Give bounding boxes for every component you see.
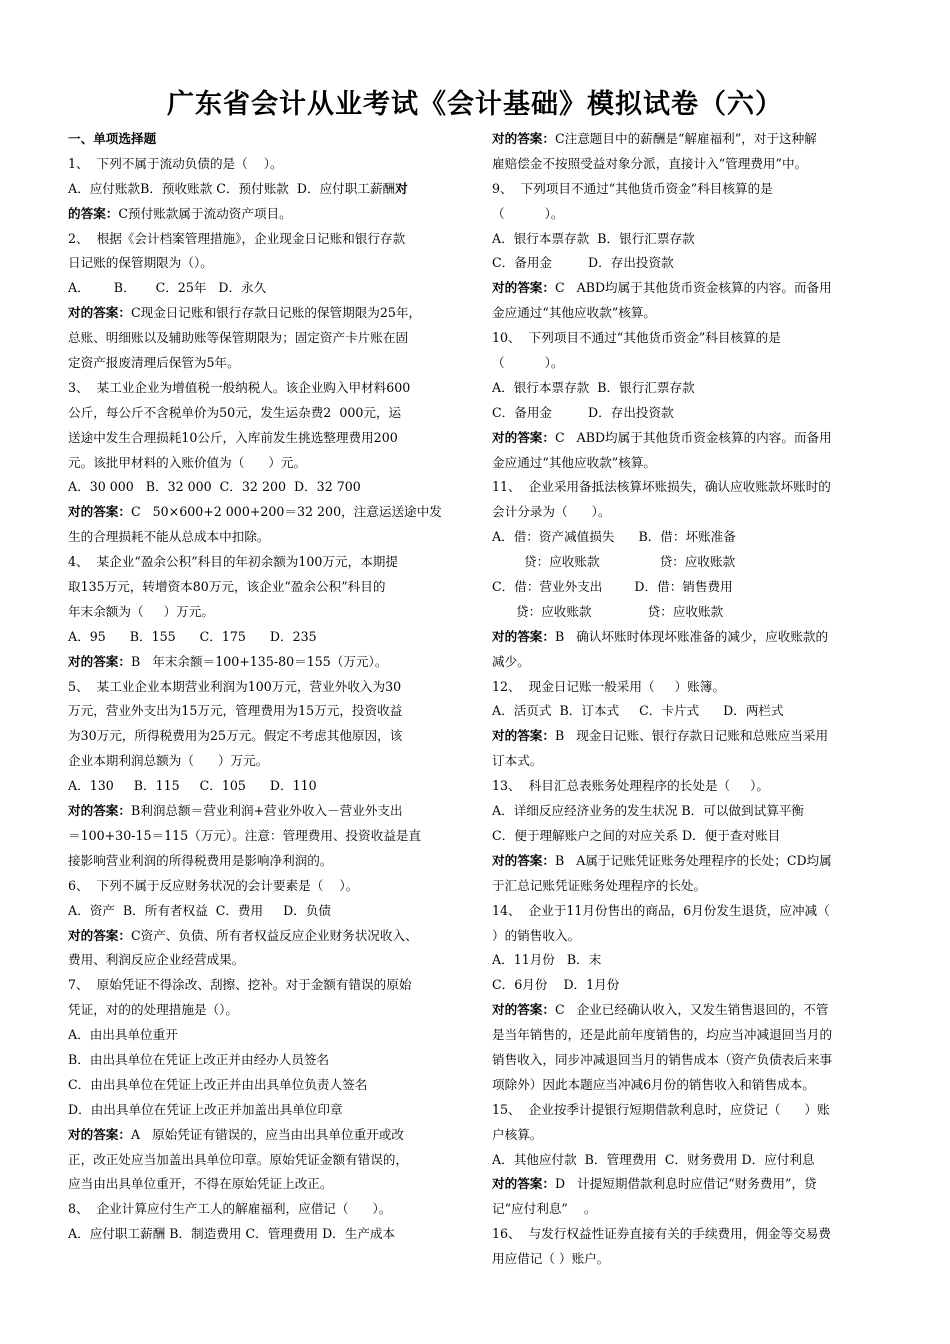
line-text: 记“应付利息” 。 bbox=[492, 1201, 597, 1217]
line-text: 减少。 bbox=[492, 653, 530, 669]
text-line bbox=[492, 874, 882, 899]
answer-label: 对的答案： bbox=[492, 728, 555, 744]
answer-label: 对的答案： bbox=[68, 1126, 131, 1142]
line-text: B．由出具单位在凭证上改正并由经办人员签名 bbox=[68, 1051, 330, 1067]
answer-line bbox=[68, 799, 468, 824]
answer-label: 对的答案： bbox=[492, 429, 555, 445]
line-text: （ ）。 bbox=[492, 355, 564, 371]
text-line bbox=[492, 251, 882, 276]
line-text: 应当由出具单位重开，不得在原始凭证上改正。 bbox=[68, 1176, 333, 1192]
line-text: B 确认坏账时体现坏账准备的减少，应收账款的 bbox=[554, 628, 829, 644]
text-line bbox=[68, 451, 468, 476]
text-line bbox=[68, 550, 468, 575]
line-text: 雇赔偿金不按照受益对象分派，直接计入“管理费用”中。 bbox=[492, 155, 808, 171]
answer-line bbox=[68, 500, 468, 525]
text-line bbox=[68, 1023, 468, 1048]
line-text: 16、 与发行权益性证券直接有关的手续费用，佣金等交易费 bbox=[492, 1226, 831, 1242]
line-text: B 现金日记账、银行存款日记账和总账应当采用 bbox=[554, 728, 829, 744]
text-line bbox=[492, 1073, 882, 1098]
answer-line bbox=[68, 202, 468, 227]
answer-label: 对的答案： bbox=[492, 280, 555, 296]
answer-label-start: 对 bbox=[395, 180, 408, 196]
text-line bbox=[68, 525, 468, 550]
text-line bbox=[492, 1023, 882, 1048]
line-text: 贷：应收账款 贷：应收账款 bbox=[492, 554, 736, 570]
text-line bbox=[68, 948, 468, 973]
line-text: D．由出具单位在凭证上改正并加盖出具单位印章 bbox=[68, 1101, 343, 1117]
line-text: 8、 企业计算应付生产工人的解雇福利，应借记（ ）。 bbox=[68, 1201, 392, 1217]
text-line bbox=[492, 351, 882, 376]
text-line bbox=[492, 575, 882, 600]
line-text: 14、 企业于11月份售出的商品，6月份发生退货，应冲减（ bbox=[492, 902, 830, 918]
text-line bbox=[68, 973, 468, 998]
line-text: 凭证，对的的处理措施是（）。 bbox=[68, 1002, 239, 1018]
text-line bbox=[68, 177, 468, 202]
line-text: A．应付账款B．预收账款 C．预付账款 D．应付职工薪酬 bbox=[68, 180, 396, 196]
text-line bbox=[68, 699, 468, 724]
line-text: B利润总额＝营业利润+营业外收入－营业外支出 bbox=[130, 803, 403, 819]
answer-line bbox=[492, 276, 882, 301]
line-text: A．详细反应经济业务的发生状况 B．可以做到试算平衡 bbox=[492, 803, 805, 819]
line-text: C现金日记账和银行存款日记账的保管期限为25年， bbox=[130, 305, 422, 321]
text-line bbox=[68, 849, 468, 874]
answer-line bbox=[492, 724, 882, 749]
line-text: A．130 B．115 C．105 D．110 bbox=[68, 778, 317, 794]
line-text: 金应通过“其他应收款”核算。 bbox=[492, 454, 657, 470]
line-text: 项除外）因此本题应当冲减6月份的销售收入和销售成本。 bbox=[492, 1076, 815, 1092]
line-text: ＝100+30-15＝115（万元）。注意：管理费用、投资收益是直 bbox=[68, 827, 422, 843]
line-text: C．备用金 D．存出投资款 bbox=[492, 255, 674, 271]
text-line bbox=[492, 550, 882, 575]
text-line bbox=[68, 1148, 468, 1173]
line-text: A．银行本票存款 B．银行汇票存款 bbox=[492, 379, 695, 395]
answer-line bbox=[492, 625, 882, 650]
line-text: 生的合理损耗不能从总成本中扣除。 bbox=[68, 529, 270, 545]
line-text: 销售收入，同步冲减退回当月的销售成本（资产负债表后来事 bbox=[492, 1051, 833, 1067]
right-column bbox=[492, 127, 882, 1272]
answer-label: 对的答案： bbox=[492, 131, 555, 146]
line-text: 户核算。 bbox=[492, 1126, 543, 1142]
line-text: A．应付职工薪酬 B．制造费用 C．管理费用 D．生产成本 bbox=[68, 1226, 396, 1242]
line-text: 取135万元，转增资本80万元，该企业“盈余公积”科目的 bbox=[68, 579, 386, 595]
text-line bbox=[492, 899, 882, 924]
line-text: 费用、利润反应企业经营成果。 bbox=[68, 952, 245, 968]
line-text: A．银行本票存款 B．银行汇票存款 bbox=[492, 230, 695, 246]
text-line bbox=[492, 475, 882, 500]
line-text: 于汇总记账凭证账务处理程序的长处。 bbox=[492, 877, 707, 893]
text-line bbox=[492, 152, 882, 177]
line-text: A．由出具单位重开 bbox=[68, 1027, 178, 1043]
line-text: 金应通过“其他应收款”核算。 bbox=[492, 305, 657, 321]
text-line bbox=[68, 376, 468, 401]
line-text: A．资产 B．所有者权益 C．费用 D．负债 bbox=[68, 902, 332, 918]
text-line bbox=[492, 699, 882, 724]
line-text: C预付账款属于流动资产项目。 bbox=[118, 205, 292, 221]
text-line bbox=[492, 1222, 882, 1247]
line-text: 6、 下列不属于反应财务状况的会计要素是（ ）。 bbox=[68, 877, 359, 893]
answer-line bbox=[68, 650, 468, 675]
line-text: 年末余额为（ ）万元。 bbox=[68, 603, 214, 619]
text-line bbox=[492, 1123, 882, 1148]
answer-label: 对的答案： bbox=[492, 1002, 555, 1018]
text-line bbox=[68, 749, 468, 774]
page-title: 广东省会计从业考试《会计基础》模拟试卷（六） bbox=[167, 89, 783, 120]
line-text: 7、 原始凭证不得涂改、刮擦、挖补。对于金额有错误的原始 bbox=[68, 977, 412, 993]
line-text: 接影响营业利润的所得税费用是影响净利润的。 bbox=[68, 852, 333, 868]
line-text: A．11月份 B．末 bbox=[492, 952, 602, 968]
text-line bbox=[492, 1197, 882, 1222]
line-text: 是当年销售的，还是此前年度销售的，均应当冲减退回当月的 bbox=[492, 1027, 833, 1043]
answer-line bbox=[492, 127, 882, 152]
text-line bbox=[492, 525, 882, 550]
line-text: 15、 企业按季计提银行短期借款利息时，应贷记（ ）账 bbox=[492, 1101, 830, 1117]
text-line bbox=[68, 824, 468, 849]
text-line bbox=[68, 326, 468, 351]
line-text: 12、 现金日记账一般采用（ ）账簿。 bbox=[492, 678, 725, 694]
text-line bbox=[492, 799, 882, 824]
line-text: 公斤，每公斤不含税单价为50元，发生运杂费2 000元，运 bbox=[68, 404, 402, 420]
line-text: 会计分录为（ ）。 bbox=[492, 504, 611, 520]
line-text: C 企业已经确认收入，又发生销售退回的，不管 bbox=[554, 1002, 829, 1018]
text-line bbox=[68, 276, 468, 301]
answer-label: 对的答案： bbox=[492, 1176, 555, 1192]
text-line bbox=[68, 227, 468, 252]
line-text: D 计提短期借款利息时应借记“财务费用”，贷 bbox=[554, 1176, 817, 1192]
answer-label: 对的答案： bbox=[68, 803, 131, 819]
text-line bbox=[492, 451, 882, 476]
answer-line bbox=[492, 998, 882, 1023]
line-text: 企业本期利润总额为（ ）万元。 bbox=[68, 753, 269, 769]
text-line bbox=[68, 675, 468, 700]
text-line bbox=[492, 924, 882, 949]
line-text: 3、 某工业企业为增值税一般纳税人。该企业购入甲材料600 bbox=[68, 379, 411, 395]
line-text: 总账、明细账以及辅助账等保管期限为；固定资产卡片账在固 bbox=[68, 330, 409, 346]
text-line bbox=[68, 401, 468, 426]
text-line bbox=[68, 625, 468, 650]
answer-line bbox=[68, 924, 468, 949]
line-text: 贷：应收账款 贷：应收账款 bbox=[492, 603, 724, 619]
answer-line bbox=[492, 849, 882, 874]
left-column bbox=[68, 127, 468, 1247]
line-text: C资产、负债、所有者权益反应企业财务状况收入、 bbox=[130, 927, 418, 943]
text-line bbox=[68, 600, 468, 625]
text-line bbox=[492, 177, 882, 202]
text-line bbox=[68, 475, 468, 500]
text-line bbox=[68, 998, 468, 1023]
text-line bbox=[492, 1048, 882, 1073]
line-text: C．6月份 D．1月份 bbox=[492, 977, 620, 993]
text-line bbox=[68, 1073, 468, 1098]
line-text: C．便于理解账户之间的对应关系 D．便于查对账目 bbox=[492, 827, 781, 843]
text-line bbox=[68, 426, 468, 451]
line-text: B A属于记账凭证账务处理程序的长处；CD均属 bbox=[554, 852, 832, 868]
line-text: A．其他应付款 B．管理费用 C．财务费用 D．应付利息 bbox=[492, 1151, 815, 1167]
line-text: C 50×600+2 000+200＝32 200，注意运送途中发 bbox=[130, 504, 442, 520]
line-text: C．备用金 D．存出投资款 bbox=[492, 404, 674, 420]
text-line bbox=[492, 301, 882, 326]
line-text: 日记账的保管期限为（）。 bbox=[68, 255, 213, 271]
line-text: B 年末余额＝100+135-80＝155（万元）。 bbox=[130, 653, 388, 669]
line-text: A．活页式 B．订本式 C．卡片式 D．两栏式 bbox=[492, 703, 784, 719]
text-line bbox=[68, 1098, 468, 1123]
text-line bbox=[492, 675, 882, 700]
line-text: 用应借记（ ）账户。 bbox=[492, 1251, 610, 1267]
text-line bbox=[492, 326, 882, 351]
line-text: 11、 企业采用备抵法核算坏账损失，确认应收账款坏账时的 bbox=[492, 479, 831, 495]
text-line bbox=[68, 1222, 468, 1247]
text-line bbox=[492, 650, 882, 675]
text-line bbox=[492, 600, 882, 625]
text-line bbox=[492, 376, 882, 401]
line-text: 订本式。 bbox=[492, 753, 543, 769]
text-line bbox=[492, 749, 882, 774]
text-line bbox=[68, 1048, 468, 1073]
line-text: C ABD均属于其他货币资金核算的内容。而备用 bbox=[554, 280, 832, 296]
text-line bbox=[68, 152, 468, 177]
line-text: A．30 000 B．32 000 C．32 200 D．32 700 bbox=[68, 479, 361, 495]
text-line bbox=[492, 401, 882, 426]
line-text: 5、 某工业企业本期营业利润为100万元，营业外收入为30 bbox=[68, 678, 402, 694]
line-text: C注意题目中的薪酬是“解雇福利”，对于这种解 bbox=[554, 131, 817, 146]
answer-label: 的答案： bbox=[68, 205, 119, 221]
text-line bbox=[492, 948, 882, 973]
line-text: 正，改正处应当加盖出具单位印章。原始凭证金额有错误的， bbox=[68, 1151, 409, 1167]
line-text: 万元，营业外支出为15万元，管理费用为15万元，投资收益 bbox=[68, 703, 403, 719]
line-text: 一、单项选择题 bbox=[68, 131, 157, 146]
text-line bbox=[68, 724, 468, 749]
answer-label: 对的答案： bbox=[68, 653, 131, 669]
text-line bbox=[492, 1148, 882, 1173]
line-text: ）的销售收入。 bbox=[492, 927, 581, 943]
line-text: 元。该批甲材料的入账价值为（ ）元。 bbox=[68, 454, 307, 470]
line-text: 13、 科目汇总表账务处理程序的长处是（ ）。 bbox=[492, 778, 770, 794]
text-line bbox=[68, 575, 468, 600]
line-text: 9、 下列项目不通过“其他货币资金”科目核算的是 bbox=[492, 180, 773, 196]
line-text: 4、 某企业“盈余公积”科目的年初余额为100万元，本期提 bbox=[68, 554, 398, 570]
text-line bbox=[492, 774, 882, 799]
line-text: C．由出具单位在凭证上改正并由出具单位负责人签名 bbox=[68, 1076, 368, 1092]
line-text: A．95 B．155 C．175 D．235 bbox=[68, 628, 317, 644]
answer-line bbox=[68, 1123, 468, 1148]
answer-label: 对的答案： bbox=[68, 504, 131, 520]
text-line bbox=[68, 874, 468, 899]
text-line bbox=[492, 500, 882, 525]
text-line bbox=[492, 227, 882, 252]
text-line bbox=[68, 1197, 468, 1222]
answer-line bbox=[492, 1172, 882, 1197]
section-heading bbox=[68, 127, 468, 152]
text-line bbox=[492, 973, 882, 998]
answer-label: 对的答案： bbox=[492, 628, 555, 644]
line-text: A．借：资产减值损失 B．借：坏账准备 bbox=[492, 529, 736, 545]
line-text: 2、 根据《会计档案管理措施》，企业现金日记账和银行存款 bbox=[68, 230, 406, 246]
line-text: C．借：营业外支出 D．借：销售费用 bbox=[492, 579, 733, 595]
text-line bbox=[492, 1098, 882, 1123]
text-line bbox=[68, 774, 468, 799]
text-line bbox=[68, 899, 468, 924]
text-line bbox=[492, 824, 882, 849]
line-text: A． B． C．25年 D．永久 bbox=[68, 280, 267, 296]
answer-line bbox=[68, 301, 468, 326]
line-text: 为30万元，所得税费用为25万元。假定不考虑其他原因，该 bbox=[68, 728, 403, 744]
text-line bbox=[492, 202, 882, 227]
answer-label: 对的答案： bbox=[68, 305, 131, 321]
line-text: （ ）。 bbox=[492, 205, 564, 221]
text-line bbox=[492, 1247, 882, 1272]
text-line bbox=[68, 251, 468, 276]
answer-label: 对的答案： bbox=[492, 852, 555, 868]
line-text: 定资产报废清理后保管为5年。 bbox=[68, 355, 240, 371]
text-line bbox=[68, 351, 468, 376]
line-text: 10、 下列项目不通过“其他货币资金”科目核算的是 bbox=[492, 330, 781, 346]
line-text: A 原始凭证有错误的，应当由出具单位重开或改 bbox=[130, 1126, 404, 1142]
answer-line bbox=[492, 426, 882, 451]
answer-label: 对的答案： bbox=[68, 927, 131, 943]
line-text: 1、 下列不属于流动负债的是（ ）。 bbox=[68, 155, 283, 171]
line-text: C ABD均属于其他货币资金核算的内容。而备用 bbox=[554, 429, 832, 445]
line-text: 送途中发生合理损耗10公斤，入库前发生挑选整理费用200 bbox=[68, 429, 398, 445]
text-line bbox=[68, 1172, 468, 1197]
